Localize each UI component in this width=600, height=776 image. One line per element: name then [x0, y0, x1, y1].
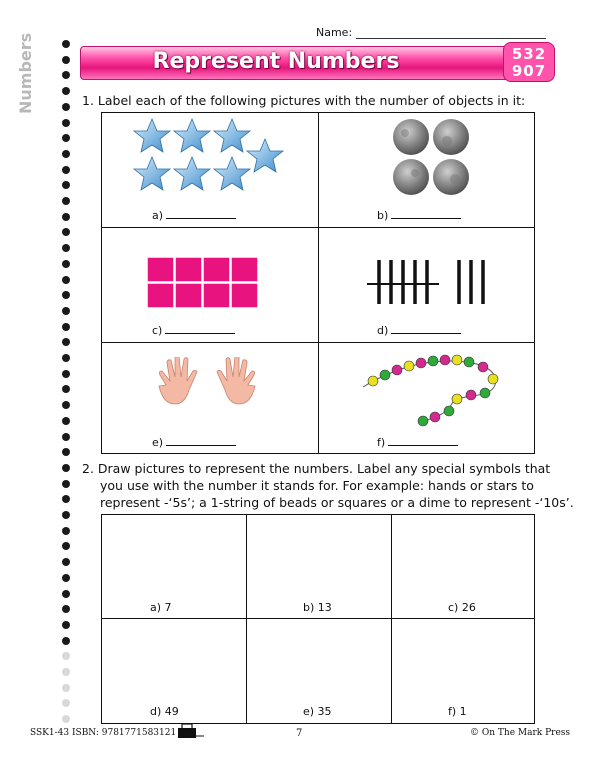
spiral-dot — [62, 448, 70, 456]
spiral-dot — [62, 119, 70, 127]
spiral-dot — [62, 433, 70, 441]
spiral-dot — [62, 684, 70, 692]
spiral-dot — [62, 715, 70, 723]
draw-cell-a[interactable] — [102, 515, 247, 619]
hands-icon — [158, 357, 256, 427]
draw-cell-e[interactable] — [247, 619, 392, 723]
draw-cell-b[interactable] — [247, 515, 392, 619]
cell-b — [319, 113, 534, 228]
spiral-dot — [62, 605, 70, 613]
question-2-line-1: 2. Draw pictures to represent the numbers. Label any special symbols that — [82, 461, 551, 476]
spiral-dot — [62, 71, 70, 79]
spiral-dot — [62, 291, 70, 299]
label-a: a) — [152, 209, 236, 222]
name-label: Name: — [316, 26, 353, 39]
spiral-dot — [62, 401, 70, 409]
spiral-binding — [62, 40, 72, 730]
spiral-dot — [62, 590, 70, 598]
name-line — [356, 38, 546, 39]
press-logo-icon — [176, 724, 206, 740]
spiral-dot — [62, 40, 70, 48]
number-badge — [503, 42, 555, 82]
spiral-dot — [62, 244, 70, 252]
question-2-line-3: represent -‘5s’; a 1-string of beads or squares or a dime to represent -‘10s’. — [100, 495, 574, 510]
draw-label-c: c) 26 — [448, 601, 476, 614]
spiral-dot — [62, 276, 70, 284]
badge-bottom: 907 — [511, 62, 547, 80]
page-number: 7 — [296, 728, 303, 739]
draw-label-a: a) 7 — [150, 601, 172, 614]
spiral-dot — [62, 417, 70, 425]
draw-label-d: d) 49 — [150, 705, 179, 718]
question-1-grid — [101, 112, 535, 454]
question-1: 1. Label each of the following pictures with the number of objects in it: — [82, 93, 526, 108]
spiral-dot — [62, 56, 70, 64]
spiral-dot — [62, 385, 70, 393]
spiral-dot — [62, 150, 70, 158]
cell-f — [319, 343, 534, 453]
spiral-dot — [62, 354, 70, 362]
spiral-dot — [62, 558, 70, 566]
stars-icon — [130, 117, 290, 197]
spiral-dot — [62, 480, 70, 488]
spiral-dot — [62, 134, 70, 142]
cell-a — [102, 113, 319, 228]
spiral-dot — [62, 166, 70, 174]
tally-marks-icon — [367, 256, 497, 308]
spiral-dot — [62, 338, 70, 346]
label-d: d) — [377, 324, 461, 337]
title-banner — [80, 46, 542, 80]
label-b: b) — [377, 209, 461, 222]
badge-top: 532 — [511, 45, 547, 63]
spiral-dot — [62, 652, 70, 660]
moons-icon — [391, 117, 471, 197]
side-label: Numbers — [16, 32, 35, 114]
draw-cell-d[interactable] — [102, 619, 247, 723]
page-title: Represent Numbers — [152, 49, 400, 74]
spiral-dot — [62, 511, 70, 519]
spiral-dot — [62, 103, 70, 111]
spiral-dot — [62, 637, 70, 645]
spiral-dot — [62, 495, 70, 503]
draw-label-e: e) 35 — [303, 705, 332, 718]
footer-code: SSK1-43 ISBN: 9781771583121 — [30, 728, 177, 738]
label-f: f) — [377, 436, 458, 449]
spiral-dot — [62, 181, 70, 189]
draw-label-b: b) 13 — [303, 601, 332, 614]
spiral-dot — [62, 213, 70, 221]
name-field — [316, 26, 546, 39]
question-2-line-2: you use with the number it stands for. For example: hands or stars to — [100, 478, 534, 493]
publisher: © On The Mark Press — [470, 728, 571, 738]
cell-c — [102, 228, 319, 343]
draw-cell-f[interactable] — [392, 619, 534, 723]
squares-icon — [146, 256, 260, 310]
spiral-dot — [62, 197, 70, 205]
spiral-dot — [62, 260, 70, 268]
spiral-dot — [62, 370, 70, 378]
label-c: c) — [152, 324, 235, 337]
draw-label-f: f) 1 — [448, 705, 467, 718]
spiral-dot — [62, 621, 70, 629]
cell-d — [319, 228, 534, 343]
label-e: e) — [152, 436, 236, 449]
spiral-dot — [62, 228, 70, 236]
cell-e — [102, 343, 319, 453]
spiral-dot — [62, 574, 70, 582]
spiral-dot — [62, 668, 70, 676]
draw-cell-c[interactable] — [392, 515, 534, 619]
spiral-dot — [62, 87, 70, 95]
spiral-dot — [62, 542, 70, 550]
question-2-grid — [101, 514, 535, 724]
spiral-dot — [62, 307, 70, 315]
spiral-dot — [62, 699, 70, 707]
spiral-dot — [62, 323, 70, 331]
spiral-dot — [62, 464, 70, 472]
beads-icon — [359, 349, 509, 427]
spiral-dot — [62, 527, 70, 535]
